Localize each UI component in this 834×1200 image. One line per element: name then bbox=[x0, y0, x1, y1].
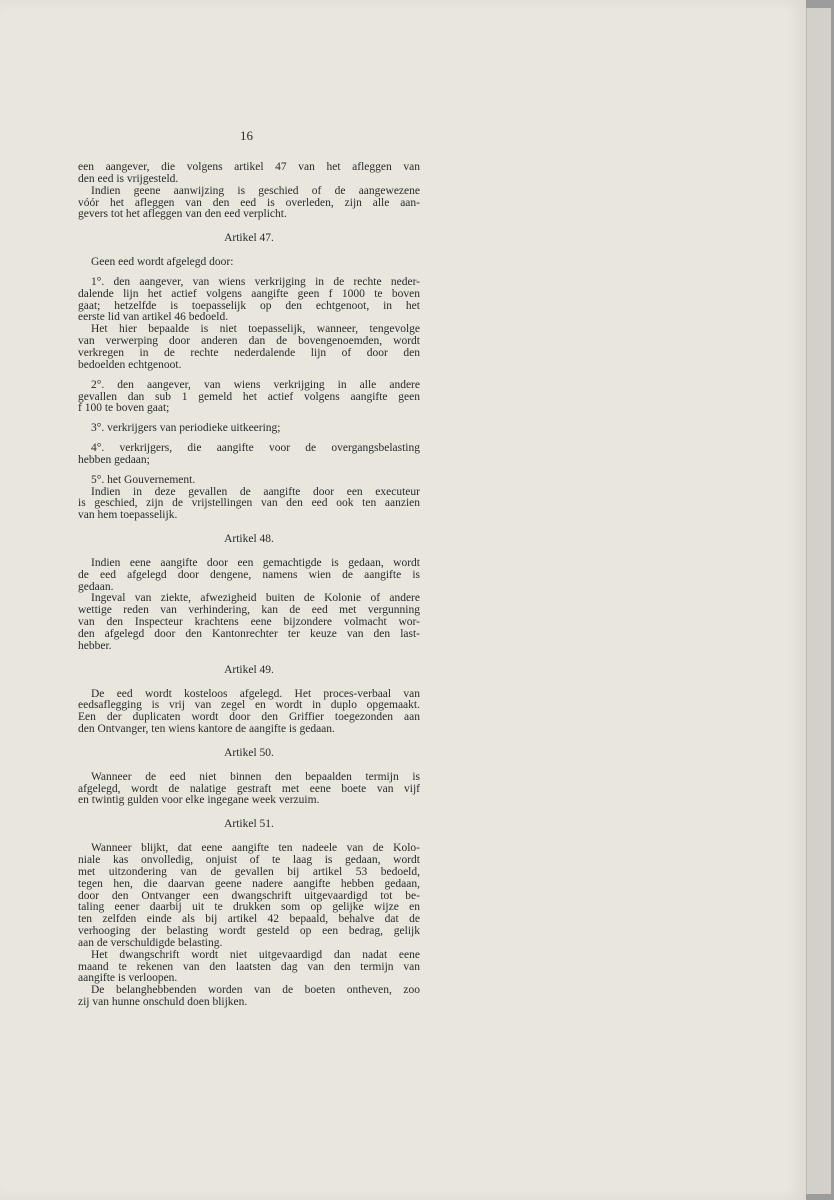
article-heading: Artikel 48. bbox=[224, 533, 274, 546]
paragraph bbox=[78, 475, 420, 487]
text-line: Geen eed wordt afgelegd door: bbox=[91, 257, 234, 269]
text-line: verhooging der belasting wordt gesteld op een bedrag, gelijk bbox=[78, 926, 420, 938]
text-line: 4°. verkrijgers, die aangifte voor de overgangsbelasting bbox=[91, 443, 420, 455]
text-line: Indien eene aangifte door een gemachtigde is gedaan, wordt bbox=[91, 557, 420, 569]
text-line: van hem toepasselijk. bbox=[78, 510, 178, 522]
paragraph bbox=[78, 558, 420, 594]
text-line: aan de verschuldigde belasting. bbox=[78, 937, 223, 949]
paragraph bbox=[78, 186, 420, 222]
text-line: 2°. den aangever, van wiens verkrijging in alle andere bbox=[91, 379, 420, 391]
paragraph bbox=[78, 443, 420, 467]
paragraph bbox=[78, 689, 420, 736]
text-line: Het dwangschrift wordt niet uitgevaardigd dan nadat eene bbox=[91, 949, 420, 961]
heading-gap bbox=[78, 245, 420, 257]
paragraph-gap bbox=[78, 435, 420, 443]
text-line: dalende lijn het actief volgens aangifte geen f 1000 te boven bbox=[78, 288, 420, 300]
text-line: gedaan. bbox=[78, 581, 114, 593]
paragraph bbox=[78, 380, 420, 416]
text-line: den Ontvanger, ten wiens kantore de aangifte is gedaan. bbox=[78, 724, 335, 736]
text-line: Wanneer de eed niet binnen den bepaalden termijn is bbox=[91, 771, 420, 783]
text-line: Het hier bepaalde is niet toepasselijk, wanneer, tengevolge bbox=[91, 324, 420, 336]
text-line: vóór het afleggen van den eed is overleden, zijn alle aan- bbox=[78, 197, 420, 209]
paragraph bbox=[78, 162, 420, 186]
heading-gap bbox=[78, 760, 420, 772]
text-line: Ingeval van ziekte, afwezigheid buiten de Kolonie of andere bbox=[91, 593, 420, 605]
text-line: met uitzondering van de gevallen bij artikel 53 bedoeld, bbox=[78, 866, 420, 878]
next-page-edge bbox=[806, 8, 831, 1194]
text-line: 3°. verkrijgers van periodieke uitkeering; bbox=[91, 423, 281, 435]
text-line: 1°. den aangever, van wiens verkrijging in de rechte neder- bbox=[91, 276, 420, 288]
text-line: zij van hunne onschuld doen blijken. bbox=[78, 997, 248, 1009]
heading-gap bbox=[78, 831, 420, 843]
text-line: niale kas onvolledig, onjuist of te laag is gedaan, wordt bbox=[78, 854, 420, 866]
text-line: De belanghebbenden worden van de boeten ontheven, zoo bbox=[91, 985, 420, 997]
text-line: tegen hen, die daarvan geene nadere aangifte hebben gedaan, bbox=[78, 878, 420, 890]
text-line: door den Ontvanger een dwangschrift uitgevaardigd tot be- bbox=[78, 890, 420, 902]
text-line: Indien geene aanwijzing is geschied of de aangewezene bbox=[91, 185, 420, 197]
article-heading: Artikel 47. bbox=[224, 232, 274, 245]
article-heading: Artikel 50. bbox=[224, 746, 274, 759]
paragraph bbox=[78, 277, 420, 324]
text-line: afgelegd, wordt de nalatige gestraft met eene boete van vijf bbox=[78, 783, 420, 795]
text-line: De eed wordt kosteloos afgelegd. Het proces-verbaal van bbox=[91, 688, 420, 700]
heading-gap bbox=[78, 677, 420, 689]
paragraph bbox=[78, 423, 420, 435]
text-line: gevers tot het afleggen van den eed verplicht. bbox=[78, 209, 287, 221]
text-line: 5°. het Gouvernement. bbox=[91, 474, 196, 486]
paragraph bbox=[78, 257, 420, 269]
text-line: Indien in deze gevallen de aangifte door een executeur bbox=[91, 486, 420, 498]
text-line: bedoelden echtgenoot. bbox=[78, 359, 182, 371]
article-heading: Artikel 51. bbox=[224, 818, 274, 831]
text-line: is geschied, zijn de vrijstellingen van den eed ook ten aanzien bbox=[78, 498, 420, 510]
text-line: en twintig gulden voor elke ingegane week verzuim. bbox=[78, 795, 320, 807]
paragraph bbox=[78, 324, 420, 371]
heading-gap bbox=[78, 546, 420, 558]
paragraph bbox=[78, 772, 420, 808]
text-line: f 100 te boven gaat; bbox=[78, 403, 170, 415]
paragraph bbox=[78, 950, 420, 986]
text-line: een aangever, die volgens artikel 47 van het afleggen van bbox=[78, 162, 420, 173]
paragraph bbox=[78, 985, 420, 1009]
text-line: den eed is vrijgesteld. bbox=[78, 173, 179, 185]
text-line: van verwerping door anderen dan de bovengenoemden, wordt bbox=[78, 336, 420, 348]
paragraph bbox=[78, 487, 420, 523]
heading-gap bbox=[78, 653, 420, 665]
text-line: eedsaflegging is vrij van zegel en wordt in duplo opgemaakt. bbox=[78, 700, 420, 712]
paragraph-gap bbox=[78, 467, 420, 475]
paragraph-gap bbox=[78, 372, 420, 380]
text-column bbox=[78, 162, 420, 1009]
text-line: eerste lid van artikel 46 bedoeld. bbox=[78, 312, 229, 324]
page-number: 16 bbox=[240, 128, 253, 143]
text-line: den afgelegd door den Kantonrechter ter keuze van den last- bbox=[78, 629, 420, 640]
paragraph bbox=[78, 843, 420, 950]
text-line: maand te rekenen van den laatsten dag van den termijn van bbox=[78, 961, 420, 973]
text-line: taling eener daarbij uit te drukken som op gelijke wijze en bbox=[78, 902, 420, 914]
text-line: hebber. bbox=[78, 640, 112, 652]
text-line: Een der duplicaten wordt door den Griffier toegezonden aan bbox=[78, 712, 420, 724]
paragraph bbox=[78, 593, 420, 652]
text-line: gevallen dan sub 1 gemeld het actief volgens aangifte geen bbox=[78, 391, 420, 403]
paragraph-gap bbox=[78, 415, 420, 423]
text-line: Wanneer blijkt, dat eene aangifte ten nadeele van de Kolo- bbox=[91, 843, 420, 855]
text-line: van den Inspecteur krachtens eene bijzondere volmacht wor- bbox=[78, 617, 420, 629]
text-line: ten zelfden einde als bij artikel 42 bepaald, behalve dat de bbox=[78, 914, 420, 926]
paragraph-gap bbox=[78, 269, 420, 277]
text-line: de eed afgelegd door dengene, namens wien de aangifte is bbox=[78, 569, 420, 581]
text-line: hebben gedaan; bbox=[78, 454, 150, 466]
text-line: aangifte is verloopen. bbox=[78, 973, 178, 985]
article-heading: Artikel 49. bbox=[224, 663, 274, 676]
text-line: gaat; hetzelfde is toepasselijk op den echtgenoot, in het bbox=[78, 300, 420, 312]
text-line: wettige reden van verhindering, kan de eed met vergunning bbox=[78, 605, 420, 617]
text-line: verkregen in de rechte nederdalende lijn of door den bbox=[78, 347, 420, 359]
